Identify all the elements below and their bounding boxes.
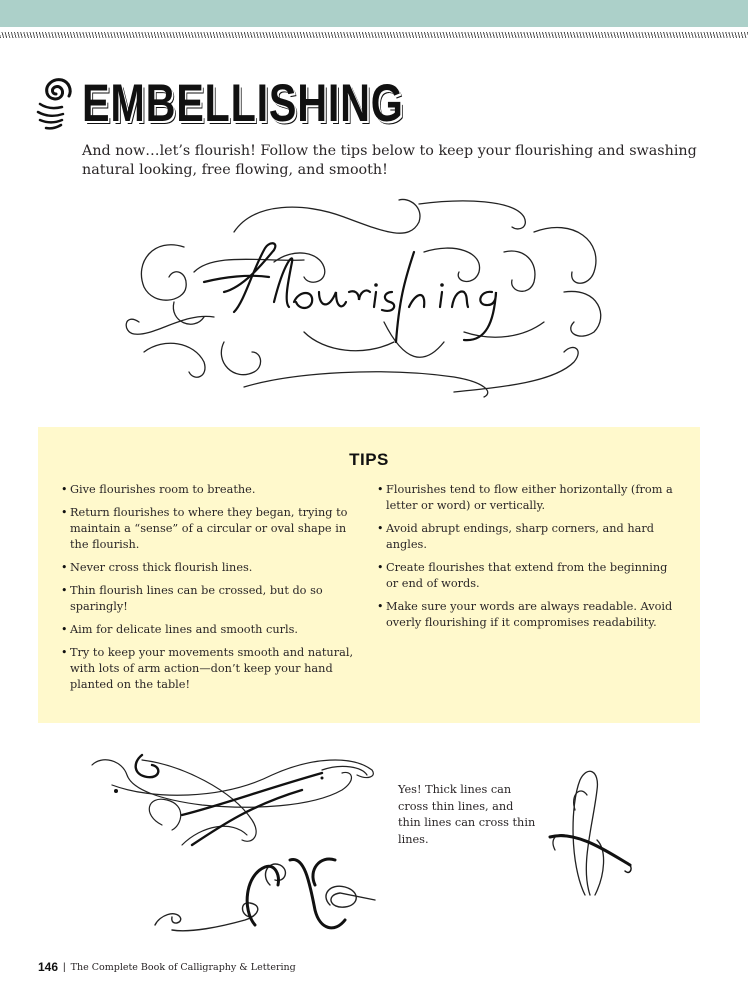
- tip-item: • Try to keep your movements smooth and natural, with lots of arm action—don’t keep your hand planted on the table!: [61, 645, 361, 693]
- tip-item: • Avoid abrupt endings, sharp corners, and hard angles.: [377, 521, 677, 553]
- tip-item: • Flourishes tend to flow either horizontally (from a letter or word) or vertically.: [377, 482, 677, 514]
- tip-item: • Give flourishes room to breathe.: [61, 482, 361, 498]
- accent-band: [0, 0, 748, 27]
- example-caption: Yes! Thick lines can cross thin lines, and thin lines can cross thin lines.: [398, 783, 536, 846]
- tip-item: • Aim for delicate lines and smooth curls.: [61, 622, 361, 638]
- tip-item: • Create flourishes that extend from the beginning or end of words.: [377, 560, 677, 592]
- tips-box: [38, 427, 700, 723]
- intro-paragraph: And now…let’s flourish! Follow the tips below to keep your flourishing and swashing natural looking, free flowing, and smooth!: [82, 143, 697, 178]
- page-title: EMBELLISHING: [82, 74, 404, 133]
- flourishing-illustration: [124, 192, 614, 402]
- hatched-divider: [0, 32, 748, 38]
- page-header: [34, 74, 494, 134]
- tip-item: • Never cross thick flourish lines.: [61, 560, 361, 576]
- page-footer: [38, 960, 296, 974]
- tip-item: • Make sure your words are always readable. Avoid overly flourishing if it compromises readability.: [377, 599, 677, 631]
- tip-item: • Thin flourish lines can be crossed, but do so sparingly!: [61, 583, 361, 615]
- book-title: The Complete Book of Calligraphy & Lettering: [70, 961, 296, 973]
- tips-heading: TIPS: [349, 450, 389, 469]
- footer-separator: |: [63, 961, 66, 973]
- horizontal-flourish-illustration: [82, 745, 382, 855]
- swirl-wind-icon: [34, 74, 78, 134]
- tip-item: • Return flourishes to where they began, trying to maintain a “sense” of a circular or oval shape in the flourish.: [61, 505, 361, 553]
- curl-flourish-illustration: [150, 855, 380, 935]
- tips-list-right: [377, 482, 677, 638]
- vertical-flourish-illustration: [545, 765, 635, 900]
- tips-list-left: [61, 482, 361, 700]
- page-number: 146: [38, 960, 59, 974]
